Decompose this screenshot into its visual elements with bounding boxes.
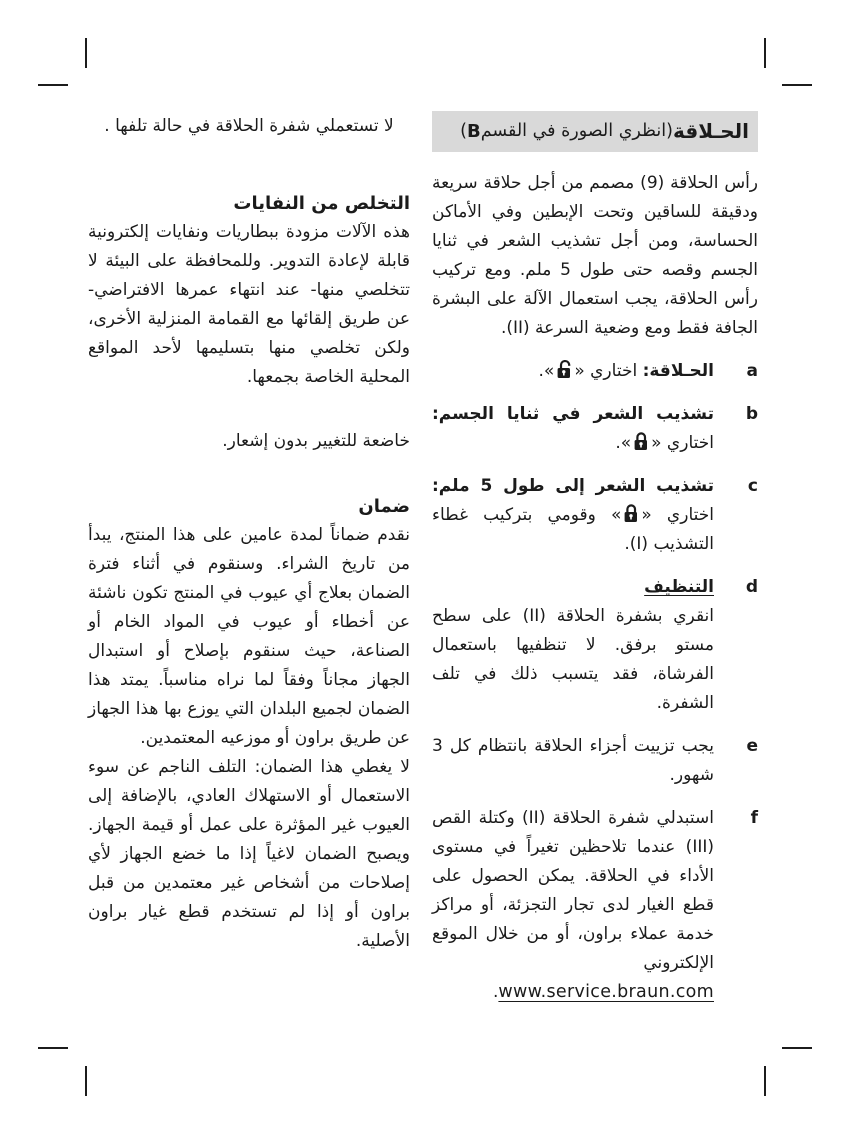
closed-padlock-icon — [633, 431, 649, 451]
crop-mark-top-left-horizontal — [38, 84, 68, 86]
cleaning-title: التنظيف — [644, 577, 714, 597]
item-letter: c — [747, 476, 758, 496]
item-body — [432, 357, 714, 386]
crop-mark-top-left-vertical — [85, 38, 87, 68]
open-padlock-icon — [556, 359, 572, 379]
list-item-b — [432, 400, 758, 458]
item-choose-post: » وقومي بتركيب غطاء التشذيب (I). — [432, 505, 714, 554]
list-item-f — [432, 804, 758, 1007]
service-url: www.service.braun.com — [498, 982, 714, 1002]
shaving-intro-paragraph: رأس الحلاقة (9) مصمم من أجل حلاقة سريعة ودقيقة للساقين وتحت الإبطين وفي الأماكن الحساسة، ومن أجل تشذيب الشعر في ثنايا الجسم وقصه حتى طول 5 ملم. ومع تركيب رأس الحلاقة، يجب استعمال الآلة على البشرة الجافة فقط ومع وضعية السرعة (II). — [432, 173, 759, 338]
item-letter: e — [746, 736, 758, 756]
warranty-body-1: نقدم ضماناً لمدة عامين على هذا المنتج، يبدأ من تاريخ الشراء. وسنقوم في أثناء فترة الضمان بعلاج أي عيوب في المنتج تكون ناشئة عن أخطاء أو عيوب في المواد الخام أو الصناعة، حيث سنقوم بإصلاح أو استبدال الجهاز مجاناً وفقاً لما نراه مناسباً. يمتد هذا الضمان لجميع البلدان التي يوزع بها هذا الجهاز عن طريق براون أو موزعيه المعتمدين. — [88, 525, 410, 748]
crop-mark-bottom-left-vertical — [85, 1066, 87, 1096]
item-choose-post: ». — [538, 361, 555, 381]
continuation-paragraph: لا تستعملي شفرة الحلاقة في حالة تلفها . — [104, 116, 394, 136]
item-body — [432, 400, 714, 458]
crop-mark-bottom-left-horizontal — [38, 1047, 68, 1049]
cleaning-body: انقري بشفرة الحلاقة (II) على سطح مستو برفق. لا تنظفيها باستعمال الفرشاة، فقد يتسبب ذلك في تلف الشفرة. — [432, 606, 714, 713]
info-column — [88, 112, 410, 956]
section-title: الحـلاقة — [672, 119, 749, 143]
section-annotation-pre: (انظري الصورة في القسم — [480, 121, 673, 141]
shaving-column — [432, 111, 758, 1007]
item-body — [432, 732, 714, 790]
crop-mark-bottom-right-horizontal — [782, 1047, 812, 1049]
item-label: تشذيب الشعر في ثنايا الجسم: — [432, 404, 714, 424]
section-annotation-post: ) — [460, 121, 467, 141]
item-letter: f — [750, 808, 758, 828]
closed-padlock-icon — [623, 503, 639, 523]
disposal-body: هذه الآلات مزودة ببطاريات ونفايات إلكترونية قابلة لإعادة التدوير. وللمحافظة على البيئة لا تتخلصي منها- عند انتهاء عمرها الافتراضي- عن طريق إلقائها مع القمامة المنزلية الأخرى، ولكن تخلصي منها بتسليمها لأحد المواقع المحلية الخاصة بجمعها. — [88, 222, 410, 387]
section-header-bar — [432, 111, 758, 152]
item-letter: a — [746, 361, 758, 381]
item-choose-post: ». — [615, 433, 632, 453]
item-choose-pre: اختاري « — [651, 433, 714, 453]
crop-mark-top-right-horizontal — [782, 84, 812, 86]
item-letter: b — [745, 404, 758, 424]
item-label: تشذيب الشعر إلى طول 5 ملم: — [432, 476, 714, 496]
list-item-a — [432, 357, 758, 386]
disposal-title: التخلص من النفايات — [233, 193, 410, 214]
replacement-text: استبدلي شفرة الحلاقة (II) وكتلة القص (III) عندما تلاحظين تغيراً في مستوى الأداء في الحلاقة. يمكن الحصول على قطع الغيار لدى تجار التجزئة، أو مراكز خدمة عملاء براون، أو من خلال الموقع الإلكتروني — [432, 808, 715, 973]
item-body — [432, 573, 714, 718]
replacement-body — [432, 804, 714, 1007]
change-notice: خاضعة للتغيير بدون إشعار. — [222, 431, 410, 451]
item-choose-pre: اختاري « — [641, 505, 714, 525]
warranty-body-2: لا يغطي هذا الضمان: التلف الناجم عن سوء الاستعمال أو الاستهلاك العادي، بالإضافة إلى العيوب غير المؤثرة على عمل أو قيمة الجهاز. ويصبح الضمان لاغياً إذا ما خضع الجهاز لأي إصلاحات من أشخاص غير معتمدين من قبل براون أو إذا لم تستخدم قطع غيار براون الأصلية. — [88, 757, 410, 951]
crop-mark-top-right-vertical — [764, 38, 766, 68]
item-body — [432, 804, 714, 1007]
item-body — [432, 472, 714, 559]
item-label: الحـلاقة: — [642, 361, 714, 381]
list-item-d — [432, 573, 758, 718]
list-item-e — [432, 732, 758, 790]
crop-mark-bottom-right-vertical — [764, 1066, 766, 1096]
section-letter: B — [466, 121, 481, 142]
warranty-title: ضمان — [358, 496, 410, 517]
list-item-c — [432, 472, 758, 559]
item-choose-pre: اختاري « — [574, 361, 643, 381]
lubrication-body: يجب تزييت أجزاء الحلاقة بانتظام كل 3 شهور. — [432, 736, 714, 785]
item-letter: d — [745, 577, 758, 597]
replacement-text-end: . — [493, 982, 499, 1002]
